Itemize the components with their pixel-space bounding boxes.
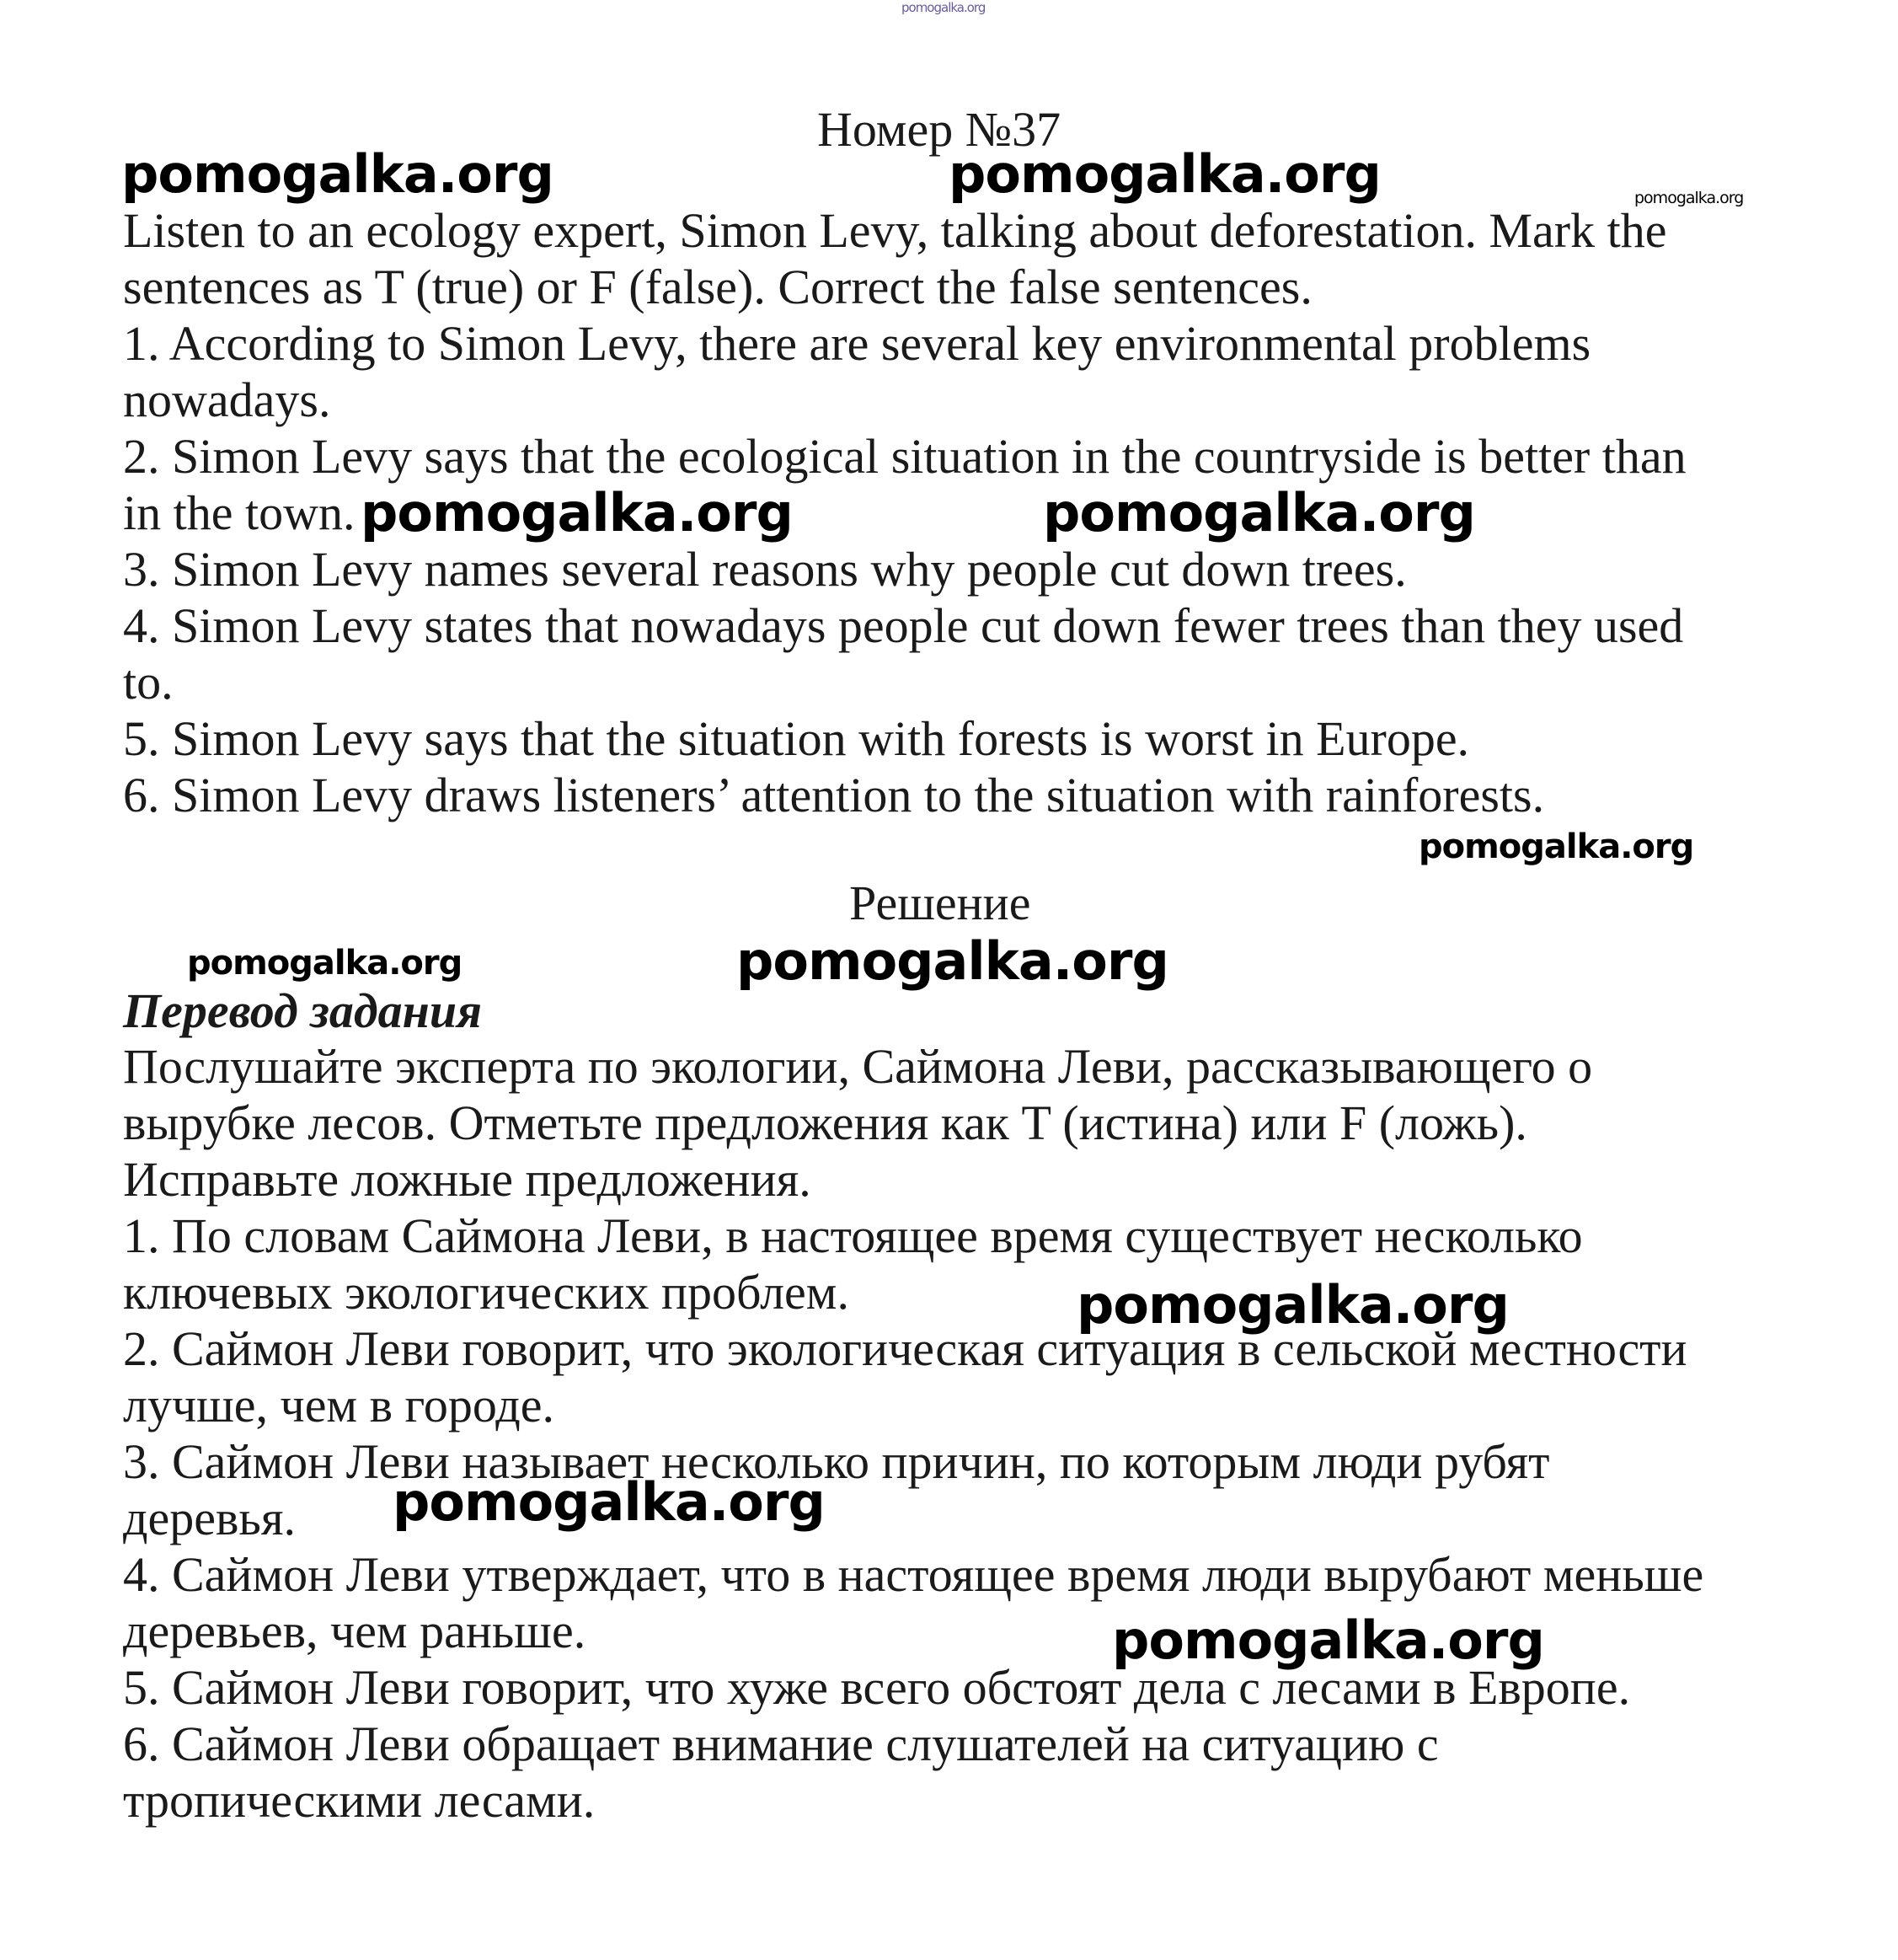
task-line: in the town. (123, 485, 356, 540)
watermark: pomogalka.org (361, 482, 793, 544)
watermark: pomogalka.org (121, 143, 553, 205)
translation-line: 4. Саймон Леви утверждает, что в настоящее время люди вырубают меньше (123, 1547, 1704, 1602)
task-line: 2. Simon Levy says that the ecological situation in the countryside is better than (123, 429, 1687, 484)
watermark: pomogalka.org (949, 143, 1381, 205)
task-line: to. (123, 655, 174, 710)
watermark: pomogalka.org (187, 944, 462, 983)
task-line: sentences as T (true) or F (false). Correct the false sentences. (123, 260, 1313, 314)
translation-line: ключевых экологических проблем. (123, 1265, 849, 1320)
watermark: pomogalka.org (1112, 1609, 1544, 1671)
task-line: 4. Simon Levy states that nowadays people cut down fewer trees than they used (123, 598, 1684, 653)
translation-line: 2. Саймон Леви говорит, что экологическая ситуация в сельской местности (123, 1321, 1687, 1376)
task-line: 3. Simon Levy names several reasons why people cut down trees. (123, 542, 1407, 597)
solution-title: Решение (849, 876, 1031, 930)
watermark: pomogalka.org (736, 930, 1168, 992)
task-line: 5. Simon Levy says that the situation with forests is worst in Europe. (123, 711, 1470, 766)
task-line: 6. Simon Levy draws listeners’ attention to the situation with rainforests. (123, 768, 1545, 822)
translation-line: лучше, чем в городе. (123, 1378, 554, 1433)
watermark: pomogalka.org (393, 1471, 825, 1533)
task-line: nowadays. (123, 372, 331, 427)
translation-line: 1. По словам Саймона Леви, в настоящее время существует несколько (123, 1208, 1583, 1263)
translation-line: Исправьте ложные предложения. (123, 1152, 811, 1207)
translation-line: 6. Саймон Леви обращает внимание слушателей на ситуацию с (123, 1716, 1439, 1771)
translation-heading: Перевод задания (123, 983, 482, 1038)
translation-line: деревья. (123, 1491, 297, 1545)
translation-line: 3. Саймон Леви называет несколько причин, по которым люди рубят (123, 1434, 1550, 1489)
top-watermark: pomogalka.org (901, 0, 986, 15)
task-line: Listen to an ecology expert, Simon Levy, talking about deforestation. Mark the (123, 203, 1667, 258)
translation-line: деревьев, чем раньше. (123, 1604, 586, 1658)
translation-line: Послушайте эксперта по экологии, Саймона Леви, рассказывающего о (123, 1039, 1593, 1094)
watermark: pomogalka.org (1634, 189, 1744, 207)
watermark: pomogalka.org (1043, 482, 1475, 544)
watermark: pomogalka.org (1077, 1274, 1509, 1336)
task-line: 1. According to Simon Levy, there are several key environmental problems (123, 316, 1591, 371)
translation-line: тропическими лесами. (123, 1773, 596, 1828)
translation-line: 5. Саймон Леви говорит, что хуже всего обстоят дела с лесами в Европе. (123, 1660, 1631, 1715)
page-title: Номер №37 (817, 102, 1061, 157)
translation-line: вырубке лесов. Отметьте предложения как T (истина) или F (ложь). (123, 1095, 1527, 1150)
watermark: pomogalka.org (1419, 827, 1694, 866)
